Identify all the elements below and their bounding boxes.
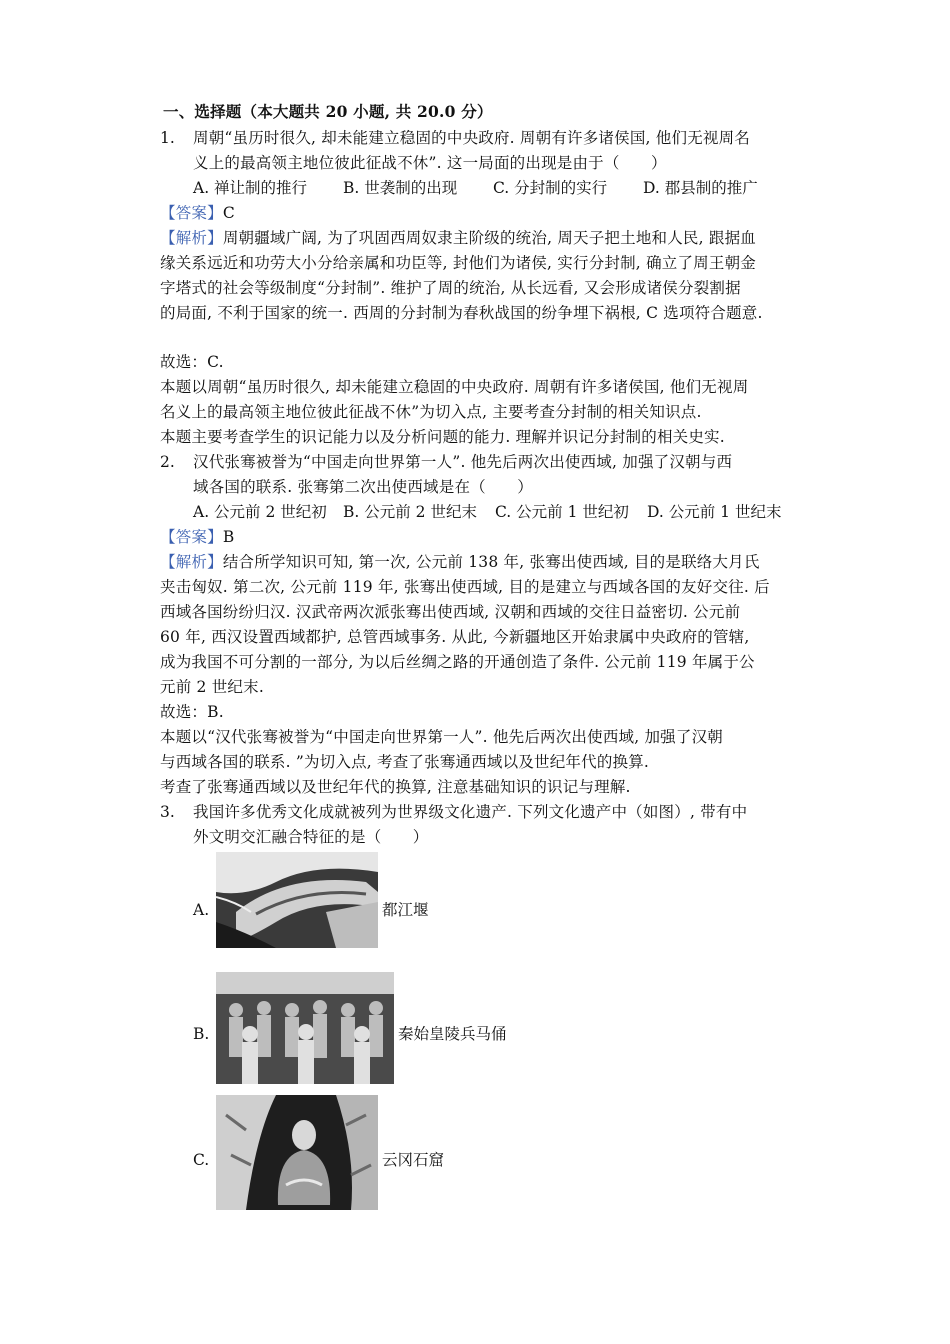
option-d: D. 郡县制的推广 xyxy=(643,179,758,197)
question-2-summary-line: 考查了张骞通西域以及世纪年代的换算, 注意基础知识的识记与理解. xyxy=(160,778,631,796)
analysis-tag: 【解析】 xyxy=(160,553,223,571)
question-2-summary-line: 本题以“汉代张骞被誉为“中国走向世界第一人”. 他先后两次出使西域, 加强了汉朝 xyxy=(160,728,723,746)
question-2-analysis-line: 西域各国纷纷归汉. 汉武帝两次派张骞出使西域, 汉朝和西域的交往日益密切. 公元前 xyxy=(160,603,741,621)
question-1-options xyxy=(193,176,758,200)
question-3-number: 3. xyxy=(160,803,175,821)
question-2-analysis-line: 60 年, 西汉设置西域都护, 总管西域事务. 从此, 今新疆地区开始隶属中央政府的管辖, xyxy=(160,628,750,646)
question-1-summary-line: 名义上的最高领主地位彼此征战不休”为切入点, 主要考查分封制的相关知识点. xyxy=(160,403,702,421)
option-d: D. 公元前 1 世纪末 xyxy=(647,503,782,521)
question-2-analysis-line: 元前 2 世纪末. xyxy=(160,678,264,696)
question-1-choose: 故选：C. xyxy=(160,353,224,371)
option-c-letter: C. xyxy=(193,1151,210,1169)
option-a: A. 公元前 2 世纪初 xyxy=(193,503,327,521)
question-2-stem-line: 汉代张骞被誉为“中国走向世界第一人”. 他先后两次出使西域, 加强了汉朝与西 xyxy=(193,453,733,471)
question-2-summary-line: 与西域各国的联系. ”为切入点, 考查了张骞通西域以及世纪年代的换算. xyxy=(160,753,650,771)
question-1-number: 1. xyxy=(160,129,175,147)
option-b-letter: B. xyxy=(193,1025,210,1043)
option-a-letter: A. xyxy=(193,901,210,919)
question-3-stem-line: 我国许多优秀文化成就被列为世界级文化遗产. 下列文化遗产中（如图）, 带有中 xyxy=(193,803,748,821)
question-1-analysis-line: 缘关系远近和功劳大小分给亲属和功臣等, 封他们为诸侯, 实行分封制, 确立了周王朝金 xyxy=(160,254,756,272)
question-3-stem-line: 外文明交汇融合特征的是（ ） xyxy=(193,828,429,846)
question-1-summary-line: 本题以周朝“虽历时很久, 却未能建立稳固的中央政府. 周朝有许多诸侯国, 他们无视周 xyxy=(160,378,749,396)
question-1-analysis-line: 【解析】周朝疆域广阔, 为了巩固西周奴隶主阶级的统治, 周天子把土地和人民, 跟据血 xyxy=(160,229,756,247)
question-1-answer xyxy=(160,201,235,225)
answer-tag: 【答案】 xyxy=(160,528,223,546)
option-a: A. 禅让制的推行 xyxy=(193,179,308,197)
option-c-caption: 云冈石窟 xyxy=(382,1151,445,1169)
question-1-stem-line: 义上的最高领主地位彼此征战不休”. 这一局面的出现是由于（ ） xyxy=(193,154,667,172)
section-title: 一、选择题（本大题共 20 小题, 共 20.0 分） xyxy=(163,102,493,121)
answer-tag: 【答案】 xyxy=(160,204,223,222)
analysis-tag: 【解析】 xyxy=(160,229,223,247)
option-c: C. 公元前 1 世纪初 xyxy=(495,503,629,521)
option-b: B. 公元前 2 世纪末 xyxy=(343,503,477,521)
question-2-analysis-line: 夹击匈奴. 第二次, 公元前 119 年, 张骞出使西域, 目的是建立与西域各国的友好交往. 后 xyxy=(160,578,770,596)
question-1-summary-line: 本题主要考查学生的识记能力以及分析问题的能力. 理解并识记分封制的相关史实. xyxy=(160,428,725,446)
question-1-stem-line: 周朝“虽历时很久, 却未能建立稳固的中央政府. 周朝有许多诸侯国, 他们无视周名 xyxy=(193,129,750,147)
question-2-analysis-line: 成为我国不可分割的一部分, 为以后丝绸之路的开通创造了条件. 公元前 119 年属于公 xyxy=(160,653,755,671)
question-1-analysis-line: 字塔式的社会等级制度“分封制”. 维护了周的统治, 从长远看, 又会形成诸侯分裂割据 xyxy=(160,279,741,297)
question-2-analysis-line: 【解析】结合所学知识可知, 第一次, 公元前 138 年, 张骞出使西域, 目的是联络大月氏 xyxy=(160,553,760,571)
question-1-analysis-line: 的局面, 不利于国家的统一. 西周的分封制为春秋战国的纷争埋下祸根, C 选项符合题意. xyxy=(160,304,763,322)
yungang-grottoes-photo xyxy=(216,1095,378,1210)
question-2-stem-line: 域各国的联系. 张骞第二次出使西域是在（ ） xyxy=(193,478,533,496)
question-2-choose: 故选：B. xyxy=(160,703,224,721)
option-c: C. 分封制的实行 xyxy=(493,179,608,197)
answer-value: C xyxy=(222,204,235,222)
answer-value: B xyxy=(222,528,235,546)
terracotta-army-photo xyxy=(216,972,394,1084)
option-b-caption: 秦始皇陵兵马俑 xyxy=(398,1025,507,1043)
question-2-answer xyxy=(160,525,234,549)
question-2-options xyxy=(193,500,781,524)
option-b: B. 世袭制的出现 xyxy=(343,179,458,197)
dujiangyan-photo xyxy=(216,852,378,948)
question-2-number: 2. xyxy=(160,453,175,471)
option-a-caption: 都江堰 xyxy=(382,901,429,919)
